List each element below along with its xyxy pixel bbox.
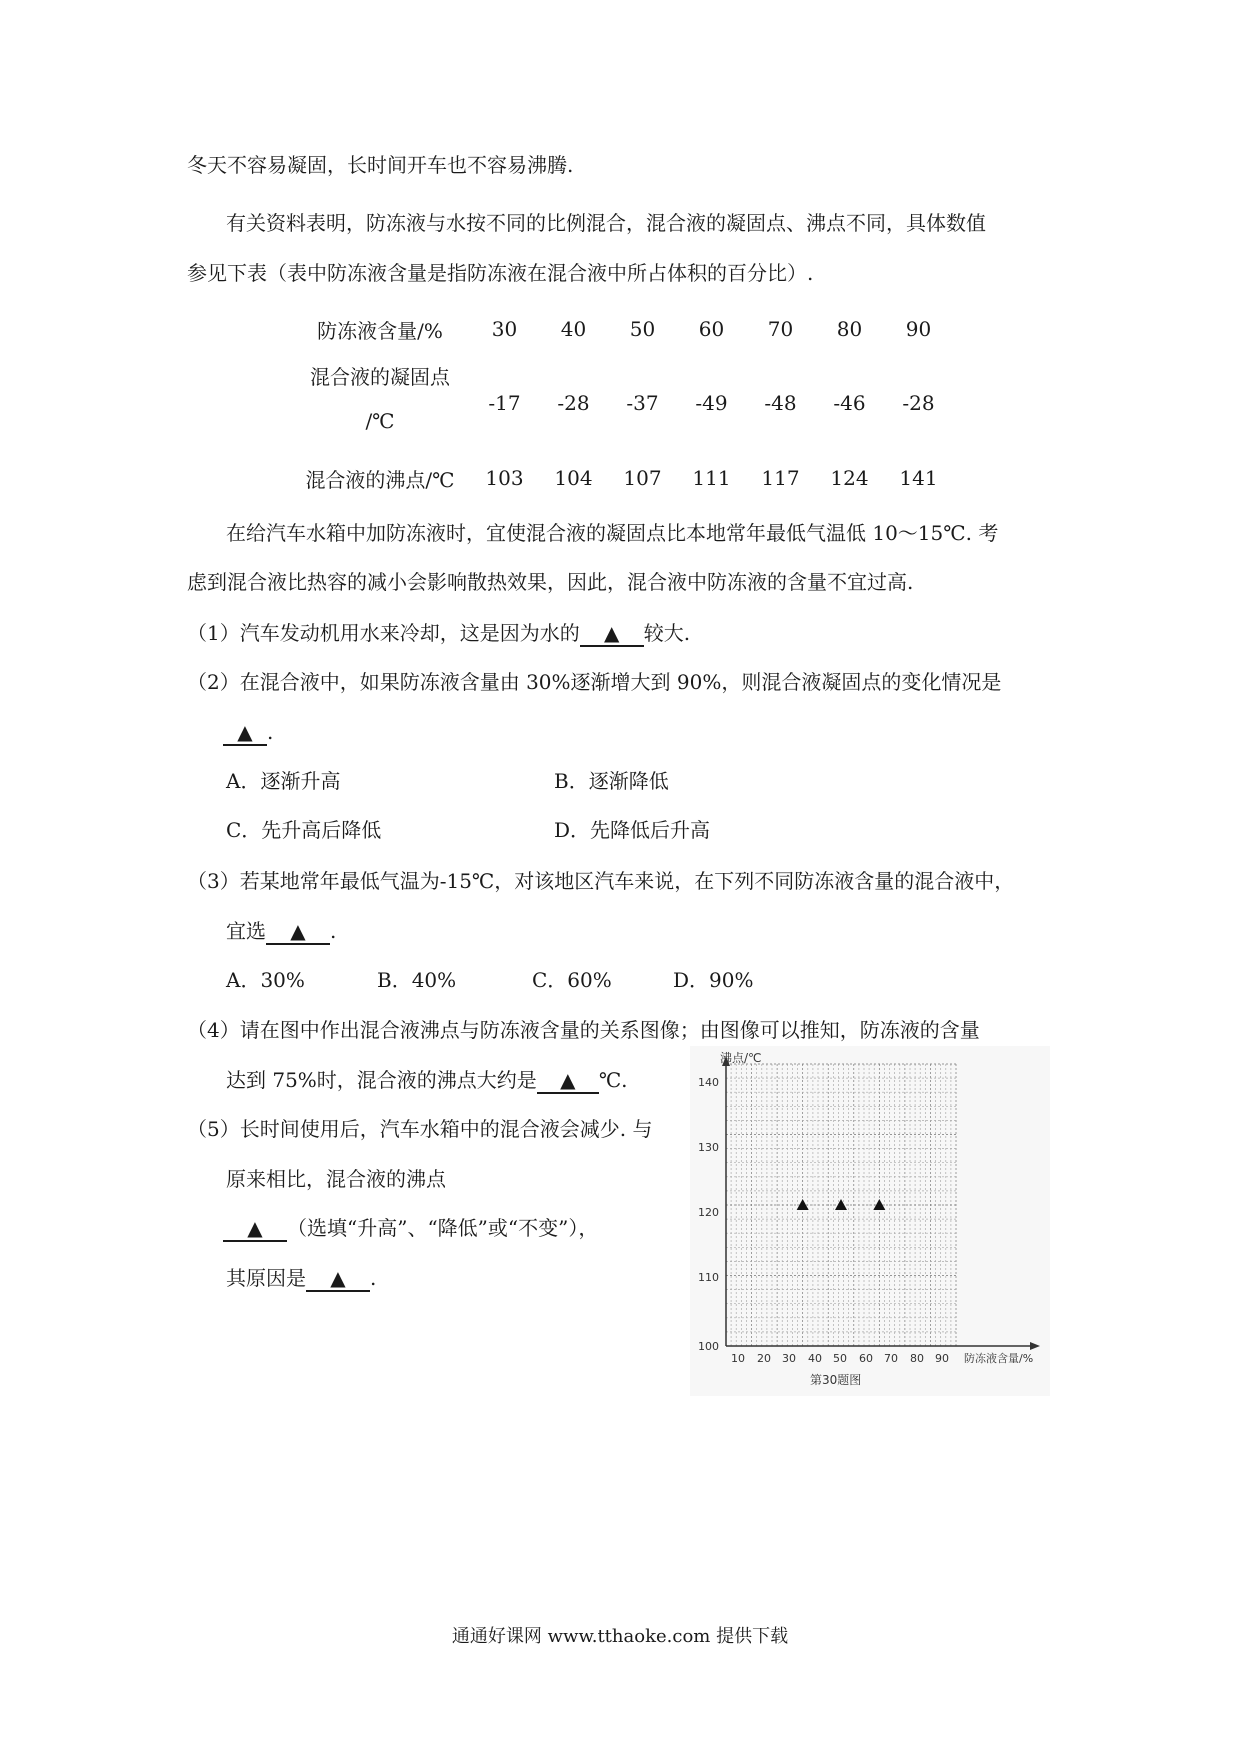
answer-blank[interactable] xyxy=(223,1216,287,1242)
question-4-text: 达到 75%时，混合液的沸点大约是 xyxy=(226,1068,537,1092)
answer-blank[interactable] xyxy=(223,720,267,746)
x-tick-label: 20 xyxy=(757,1352,771,1365)
table-cell: -28 xyxy=(557,391,590,415)
text-line: 在给汽车水箱中加防冻液时，宜使混合液的凝固点比本地常年最低气温低 10～15℃. 考 xyxy=(226,521,999,545)
question-2-answer-line xyxy=(223,718,273,746)
text-line: 虑到混合液比热容的减小会影响散热效果，因此，混合液中防冻液的含量不宜过高. xyxy=(187,570,914,594)
y-tick-label: 120 xyxy=(698,1206,719,1219)
page-footer: 通通好课网 www.tthaoke.com 提供下载 xyxy=(451,1626,789,1647)
table-row xyxy=(290,452,953,504)
question-4: （4）请在图中作出混合液沸点与防冻液含量的关系图像；由图像可以推知，防冻液的含量 xyxy=(187,1018,980,1042)
table-cell: 60 xyxy=(698,317,725,341)
question-5-options: （选填“升高”、“降低”或“不变”）， xyxy=(287,1216,599,1240)
answer-blank[interactable] xyxy=(537,1068,599,1094)
x-tick-label: 70 xyxy=(884,1352,898,1365)
option-a[interactable]: A．逐渐升高 xyxy=(226,769,341,793)
triangle-icon: ▲ xyxy=(330,1266,346,1290)
triangle-icon: ▲ xyxy=(237,720,253,744)
table-header-freezing xyxy=(290,354,470,452)
option-c[interactable]: C．先升高后降低 xyxy=(226,818,382,842)
table-cell: -46 xyxy=(833,391,866,415)
question-5-line3 xyxy=(223,1214,598,1242)
y-tick-label: 100 xyxy=(698,1340,719,1353)
question-1-suffix: 较大. xyxy=(643,621,691,645)
table-header-boiling: 混合液的沸点/℃ xyxy=(305,467,455,492)
answer-blank[interactable] xyxy=(306,1266,370,1292)
table-cell: -28 xyxy=(902,391,935,415)
table-cell: -49 xyxy=(695,391,728,415)
option-d[interactable]: D．先降低后升高 xyxy=(554,818,711,842)
table-cell: -17 xyxy=(488,391,521,415)
boiling-point-graph[interactable] xyxy=(690,1046,1050,1396)
table-cell: 141 xyxy=(899,466,938,490)
table-cell: 104 xyxy=(554,466,593,490)
x-tick-label: 60 xyxy=(859,1352,873,1365)
text-line: 有关资料表明，防冻液与水按不同的比例混合，混合液的凝固点、沸点不同，具体数值 xyxy=(226,211,986,235)
y-tick-label: 110 xyxy=(698,1271,719,1284)
table-header-freezing-b: /℃ xyxy=(365,409,395,433)
table-cell: -37 xyxy=(626,391,659,415)
table-header-freezing-a: 混合液的凝固点 xyxy=(310,365,450,389)
figure-caption: 第30题图 xyxy=(810,1373,862,1387)
question-5: （5）长时间使用后，汽车水箱中的混合液会减少. 与 xyxy=(187,1117,653,1141)
table-cell: 80 xyxy=(836,317,863,341)
answer-blank[interactable] xyxy=(266,919,330,945)
question-5-line2: 原来相比，混合液的沸点 xyxy=(226,1167,446,1191)
table-cell: 111 xyxy=(692,466,731,490)
answer-blank[interactable] xyxy=(580,621,644,647)
x-tick-label: 90 xyxy=(935,1352,949,1365)
table-cell: 40 xyxy=(560,317,587,341)
triangle-icon: ▲ xyxy=(560,1068,576,1092)
question-1-text: （1）汽车发动机用水来冷却，这是因为水的 xyxy=(187,621,580,645)
question-5-suffix: . xyxy=(370,1266,377,1290)
table-cell: 117 xyxy=(761,466,800,490)
table-cell: 50 xyxy=(629,317,656,341)
data-table xyxy=(290,304,953,504)
table-row xyxy=(290,354,953,452)
question-1 xyxy=(187,619,690,647)
option-b[interactable]: B．40% xyxy=(377,968,457,992)
table-cell: 124 xyxy=(830,466,869,490)
table-cell: 107 xyxy=(623,466,662,490)
x-tick-label: 10 xyxy=(731,1352,745,1365)
graph-background xyxy=(690,1046,1050,1396)
table-cell: 70 xyxy=(767,317,794,341)
question-4-answer-line xyxy=(226,1066,628,1094)
y-tick-label: 130 xyxy=(698,1141,719,1154)
x-tick-label: 40 xyxy=(808,1352,822,1365)
y-axis-label: 沸点/℃ xyxy=(720,1051,762,1065)
question-5-reason-text: 其原因是 xyxy=(226,1266,306,1290)
x-tick-label: 30 xyxy=(782,1352,796,1365)
table-cell: 103 xyxy=(485,466,524,490)
question-3: （3）若某地常年最低气温为-15℃，对该地区汽车来说，在下列不同防冻液含量的混合液中， xyxy=(187,869,1015,893)
option-d[interactable]: D．90% xyxy=(673,968,754,992)
y-tick-label: 140 xyxy=(698,1076,719,1089)
option-c[interactable]: C．60% xyxy=(532,968,612,992)
table-header-content: 防冻液含量/% xyxy=(317,318,443,343)
question-4-suffix: ℃. xyxy=(598,1068,628,1092)
x-axis-label: 防冻液含量/% xyxy=(964,1352,1034,1365)
question-3-text: 宜选 xyxy=(226,919,266,943)
text-line: 冬天不容易凝固，长时间开车也不容易沸腾. xyxy=(187,153,574,177)
triangle-icon: ▲ xyxy=(247,1216,263,1240)
question-3-answer-line xyxy=(226,917,336,945)
table-cell: -48 xyxy=(764,391,797,415)
table-cell: 90 xyxy=(905,317,932,341)
question-2-suffix: . xyxy=(267,720,274,744)
question-5-line4 xyxy=(226,1264,376,1292)
triangle-icon: ▲ xyxy=(290,919,306,943)
table-cell: 30 xyxy=(491,317,518,341)
question-3-suffix: . xyxy=(330,919,337,943)
option-b[interactable]: B．逐渐降低 xyxy=(554,769,669,793)
question-2: （2）在混合液中，如果防冻液含量由 30%逐渐增大到 90%，则混合液凝固点的变化情况是 xyxy=(187,670,1002,694)
x-tick-label: 50 xyxy=(833,1352,847,1365)
table-row xyxy=(290,304,953,354)
x-tick-label: 80 xyxy=(910,1352,924,1365)
text-line: 参见下表（表中防冻液含量是指防冻液在混合液中所占体积的百分比）. xyxy=(187,261,814,285)
option-a[interactable]: A．30% xyxy=(226,968,305,992)
triangle-icon: ▲ xyxy=(604,621,620,645)
